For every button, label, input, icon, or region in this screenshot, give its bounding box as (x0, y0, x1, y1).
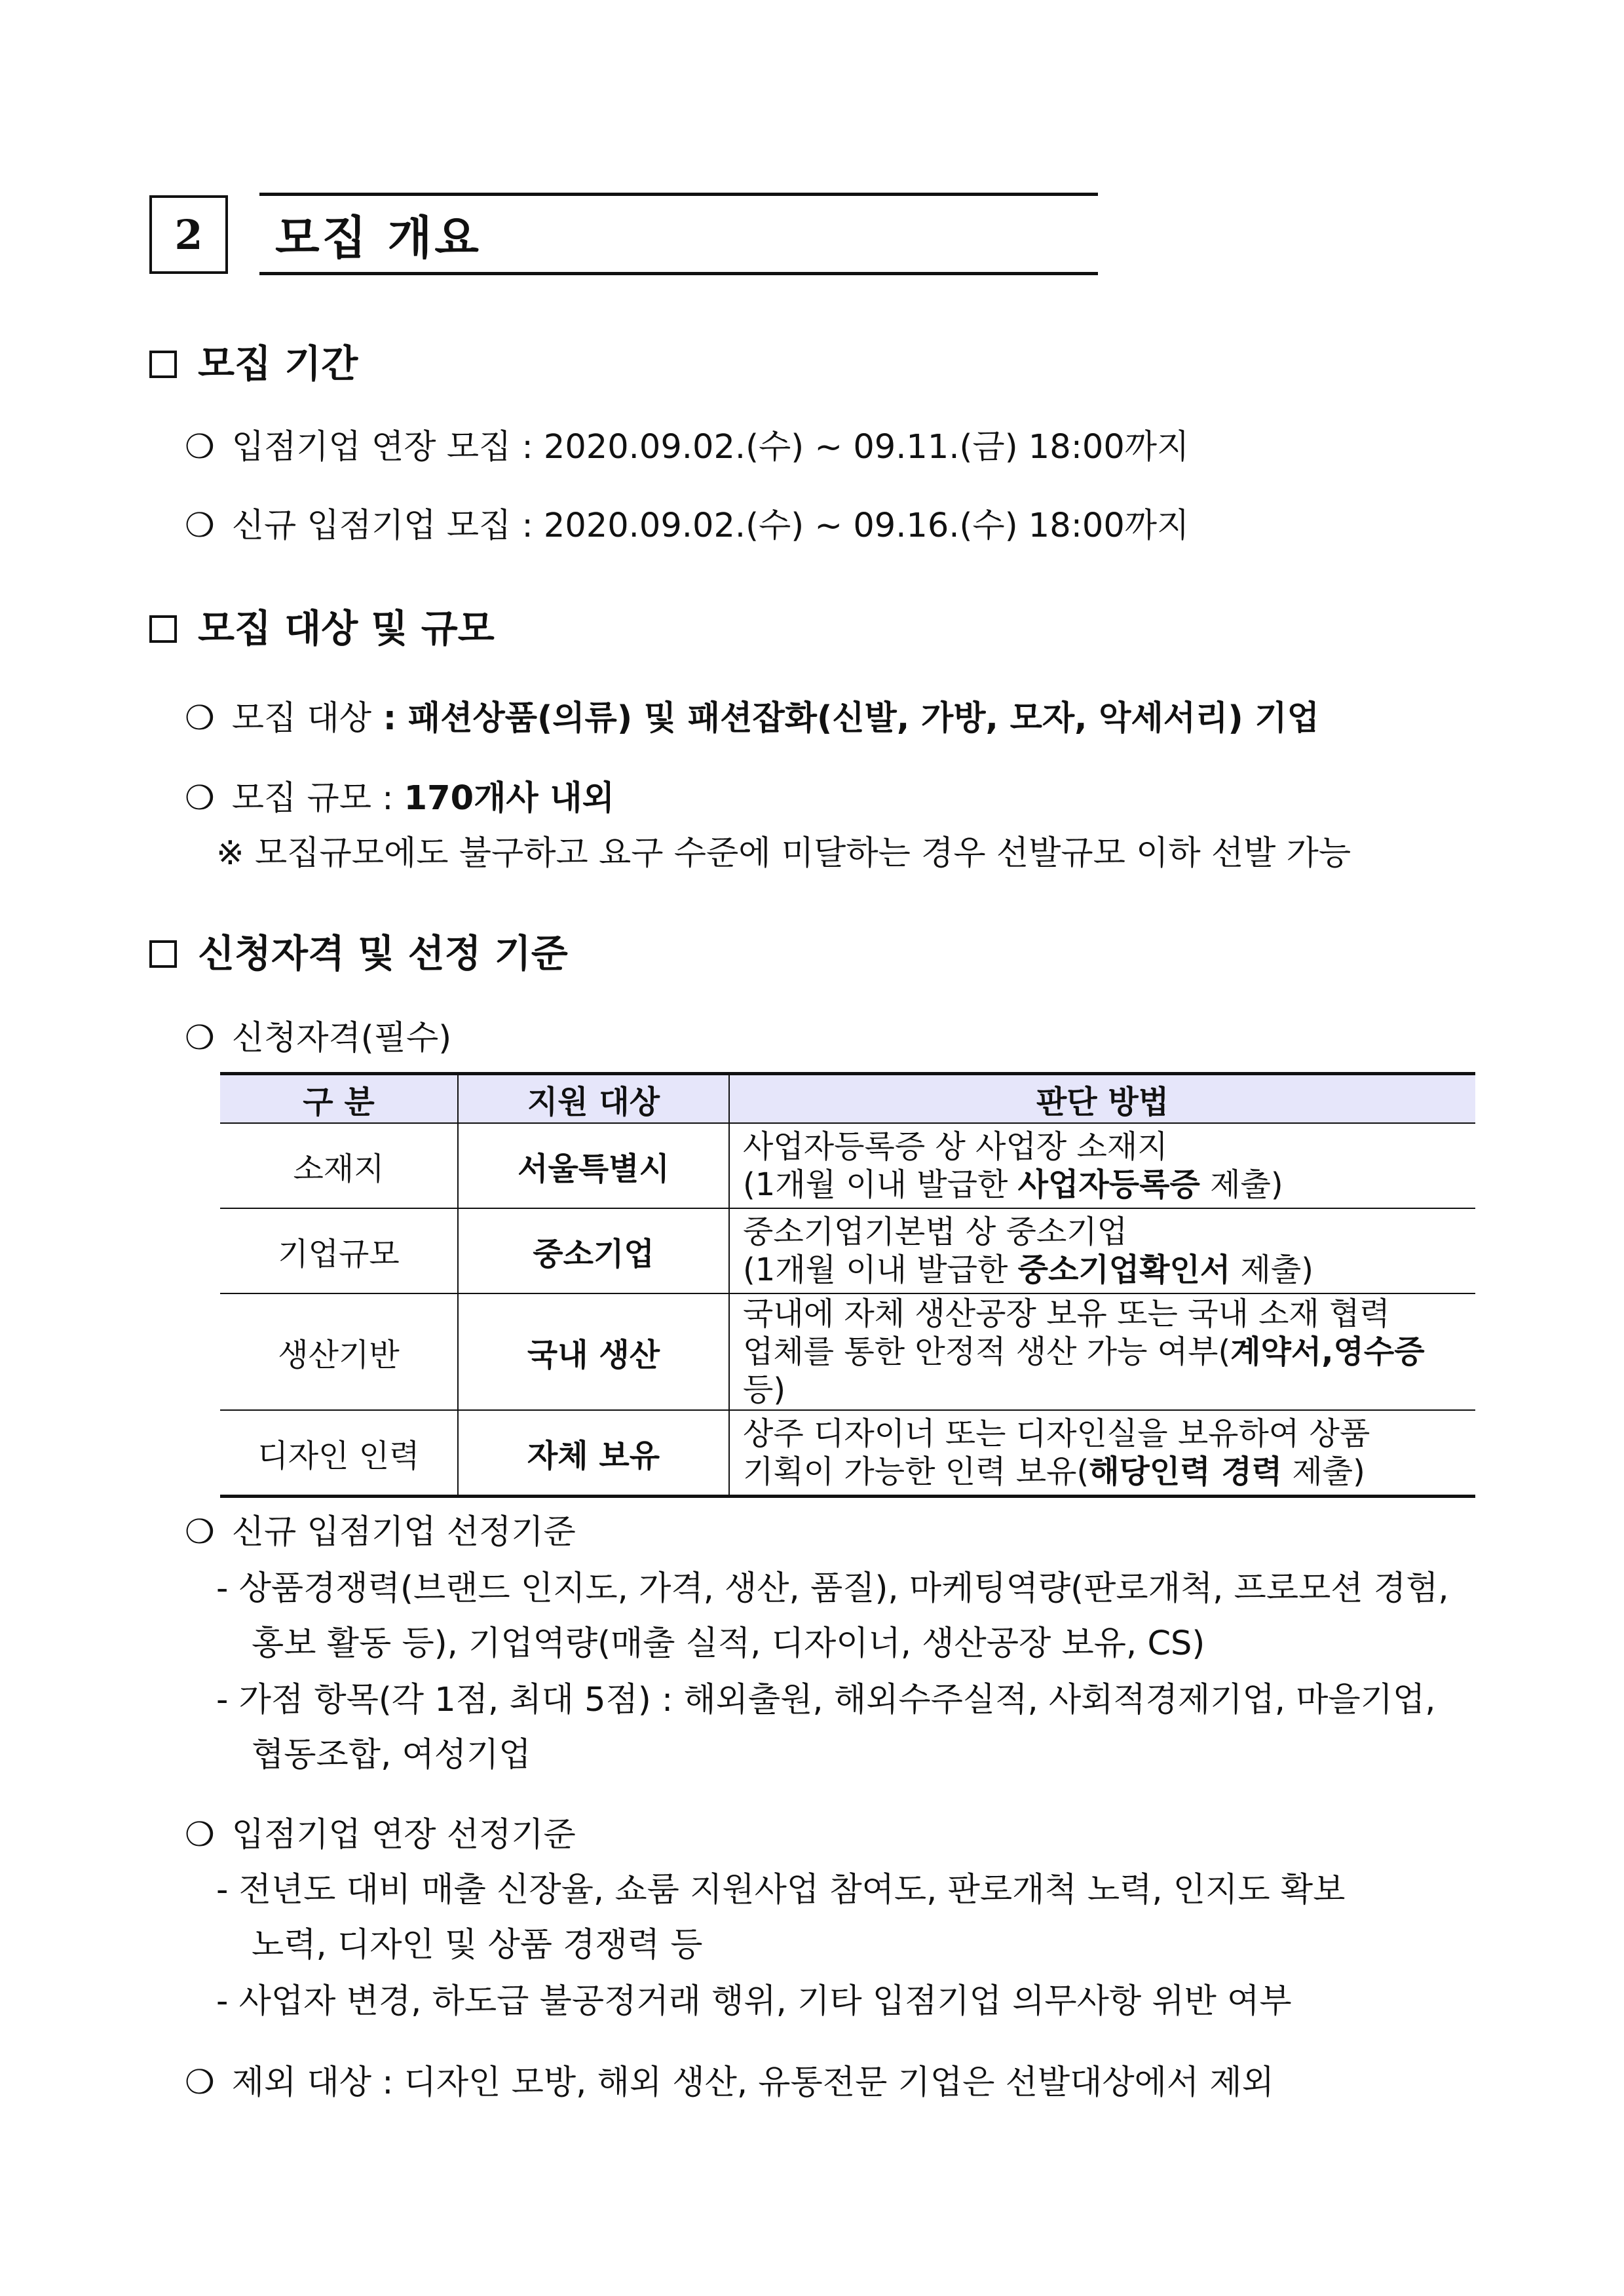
target-item: ❍ 모집 대상 : 패션상품(의류) 및 패션잡화(신발, 가방, 모자, 악세서리) 기업 (185, 699, 1319, 738)
circle-bullet-icon: ❍ (185, 1019, 215, 1058)
ext-criteria-item-1-cont: 노력, 디자인 및 상품 경쟁력 등 (252, 1926, 703, 1964)
new-criteria-item-2-cont: 협동조합, 여성기업 (252, 1736, 531, 1774)
table-cell-target: 자체 보유 (458, 1410, 729, 1497)
table-cell-method: 국내에 자체 생산공장 보유 또는 국내 소재 협력 업체를 통한 안정적 생산 가능 여부(계약서,영수증 등) (729, 1293, 1475, 1410)
circle-bullet-icon: ❍ (185, 699, 215, 738)
section-number: 2 (174, 210, 203, 259)
table-cell-method: 사업자등록증 상 사업장 소재지 (1개월 이내 발급한 사업자등록증 제출) (729, 1123, 1475, 1208)
table-cell-method: 중소기업기본법 상 중소기업 (1개월 이내 발급한 중소기업확인서 제출) (729, 1208, 1475, 1293)
requirements-table (220, 1072, 1475, 1498)
circle-bullet-icon: ❍ (185, 2063, 215, 2102)
scale-note: ※ 모집규모에도 불구하고 요구 수준에 미달하는 경우 선발규모 이하 선발 가능 (216, 834, 1351, 873)
table-header-row (220, 1074, 1475, 1124)
table-cell-target: 서울특별시 (458, 1123, 729, 1208)
square-bullet-icon (149, 940, 177, 968)
section-title-bar (259, 193, 1098, 275)
table-cell-category: 기업규모 (220, 1208, 458, 1293)
table-row (220, 1123, 1475, 1208)
circle-bullet-icon: ❍ (185, 1513, 215, 1552)
table-row (220, 1293, 1475, 1410)
ext-criteria-title: ❍ 입점기업 연장 선정기준 (185, 1816, 576, 1854)
section-number-box (149, 195, 228, 274)
table-cell-category: 디자인 인력 (220, 1410, 458, 1497)
exclusion-item: ❍ 제외 대상 : 디자인 모방, 해외 생산, 유통전문 기업은 선발대상에서 제외 (185, 2063, 1274, 2102)
ext-criteria-item-2: - 사업자 변경, 하도급 불공정거래 행위, 기타 입점기업 의무사항 위반 여부 (216, 1982, 1292, 2021)
table-cell-method: 상주 디자이너 또는 디자인실을 보유하여 상품 기획이 가능한 인력 보유(해당인력 경력 제출) (729, 1410, 1475, 1497)
table-row (220, 1410, 1475, 1497)
period-item-extension: ❍ 입점기업 연장 모집 : 2020.09.02.(수) ~ 09.11.(금) 18:00까지 (185, 428, 1190, 467)
period-item-new: ❍ 신규 입점기업 모집 : 2020.09.02.(수) ~ 09.16.(수) 18:00까지 (185, 507, 1190, 545)
circle-bullet-icon: ❍ (185, 428, 215, 467)
ext-criteria-item-1: - 전년도 대비 매출 신장율, 쇼룸 지원사업 참여도, 판로개척 노력, 인지도 확보 (216, 1871, 1346, 1909)
target-heading: 모집 대상 및 규모 (149, 598, 495, 653)
table-cell-category: 소재지 (220, 1123, 458, 1208)
section-title: 모집 개요 (275, 210, 482, 265)
circle-bullet-icon: ❍ (185, 779, 215, 818)
table-cell-target: 중소기업 (458, 1208, 729, 1293)
table-cell-target: 국내 생산 (458, 1293, 729, 1410)
table-header-cell: 지원 대상 (458, 1074, 729, 1124)
scale-item: ❍ 모집 규모 : 170개사 내외 (185, 779, 614, 818)
new-criteria-item-1-cont: 홍보 활동 등), 기업역량(매출 실적, 디자이너, 생산공장 보유, CS) (252, 1624, 1205, 1663)
square-bullet-icon (149, 351, 177, 378)
table-row (220, 1208, 1475, 1293)
table-cell-category: 생산기반 (220, 1293, 458, 1410)
new-criteria-item-1: - 상품경쟁력(브랜드 인지도, 가격, 생산, 품질), 마케팅역량(판로개척, 프로모션 경험, (216, 1569, 1449, 1608)
table-header-cell: 구 분 (220, 1074, 458, 1124)
period-heading: 모집 기간 (149, 333, 358, 388)
requirement-title: ❍ 신청자격(필수) (185, 1019, 452, 1058)
criteria-heading: 신청자격 및 선정 기준 (149, 923, 568, 978)
circle-bullet-icon: ❍ (185, 507, 215, 545)
new-criteria-item-2: - 가점 항목(각 1점, 최대 5점) : 해외출원, 해외수주실적, 사회적경제기업, 마을기업, (216, 1681, 1436, 1719)
new-criteria-title: ❍ 신규 입점기업 선정기준 (185, 1513, 576, 1552)
circle-bullet-icon: ❍ (185, 1816, 215, 1854)
table-header-cell: 판단 방법 (729, 1074, 1475, 1124)
square-bullet-icon (149, 615, 177, 643)
